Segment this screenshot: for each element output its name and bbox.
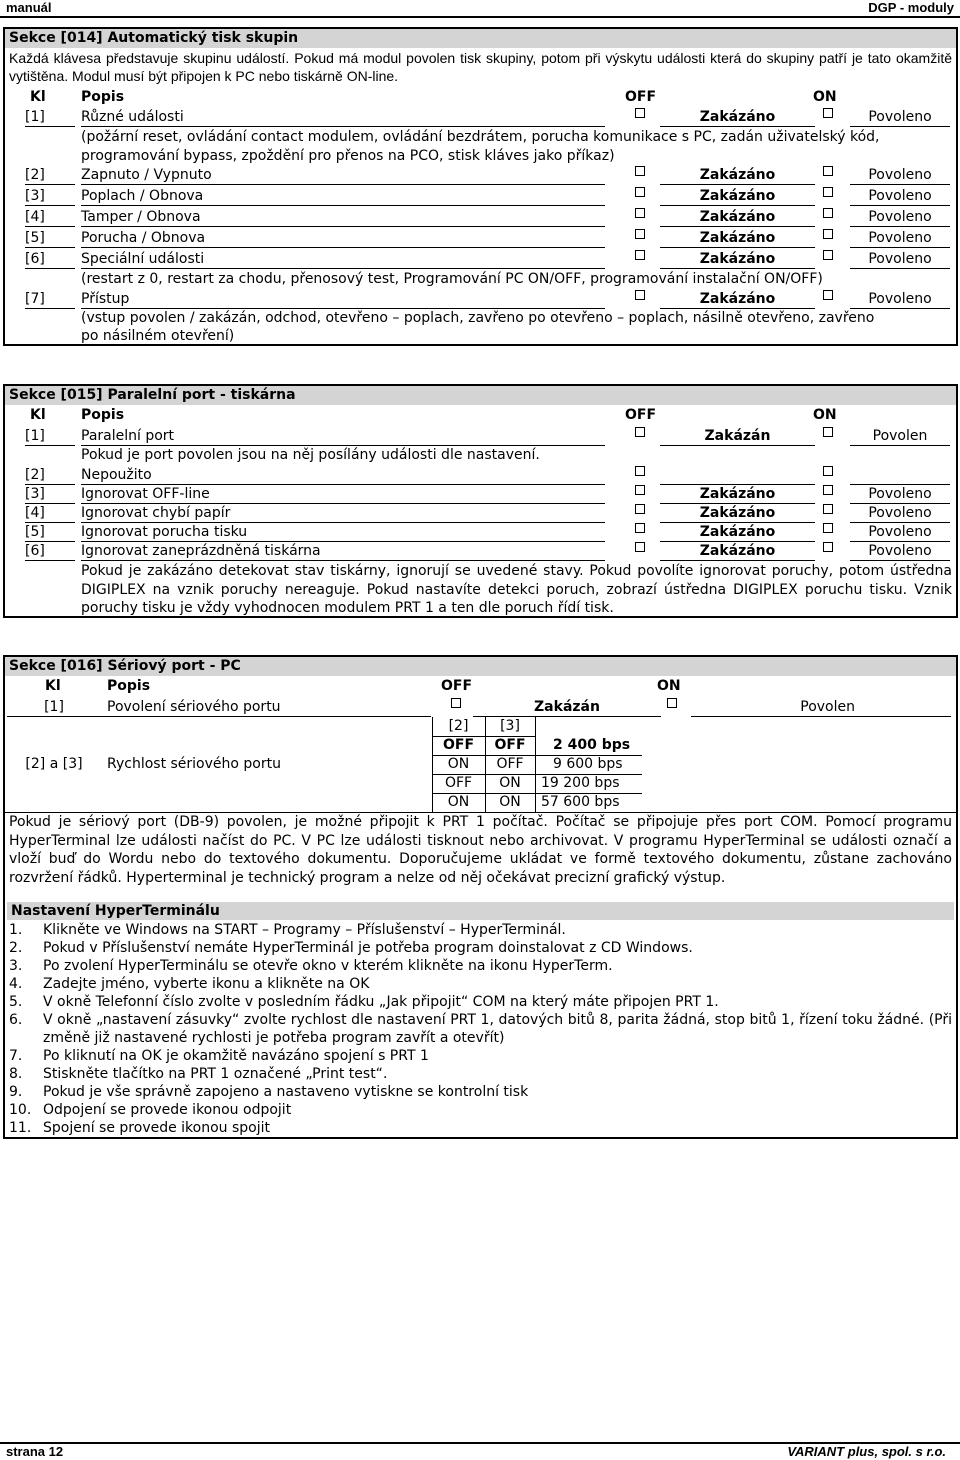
step-number: 2.	[9, 940, 23, 956]
speed-head	[5, 717, 956, 736]
off-checkbox[interactable]	[635, 290, 645, 300]
row-desc: Ignorovat chybí papír	[81, 504, 605, 523]
step-number: 5.	[9, 994, 23, 1010]
page-header-left: manuál	[6, 0, 52, 15]
row-note: (požární reset, ovládání contact modulem, ovládání bezdrátem, porucha komunikace s PC, zadán uživatelský kód,	[81, 129, 880, 145]
off-checkbox[interactable]	[635, 250, 645, 260]
bit2: ON	[447, 756, 470, 772]
off-label: Zakázáno	[660, 250, 815, 269]
off-checkbox[interactable]	[635, 466, 645, 476]
table-row	[5, 466, 956, 485]
step-text: Pokud je vše správně zapojeno a nastaveno vytiskne se kontrolní tisk	[43, 1084, 529, 1100]
off-checkbox[interactable]	[635, 523, 645, 533]
on-checkbox[interactable]	[823, 466, 833, 476]
row-desc: Poplach / Obnova	[81, 187, 605, 206]
on-checkbox[interactable]	[823, 208, 833, 218]
bit2: ON	[447, 794, 470, 810]
speed-desc: Rychlost sériového portu	[107, 756, 281, 772]
step-number: 4.	[9, 976, 23, 992]
table-header	[5, 406, 956, 425]
table-row	[5, 290, 956, 309]
step-number: 3.	[9, 958, 23, 974]
on-checkbox[interactable]	[823, 523, 833, 533]
row-key: [7]	[25, 290, 75, 309]
bit3: ON	[499, 775, 521, 791]
row-key: [1]	[7, 698, 101, 717]
on-label-empty	[850, 466, 950, 485]
section-016	[3, 655, 958, 1139]
row-key: [2]	[25, 466, 75, 485]
step-text: Stiskněte tlačítko na PRT 1 označené „Print test“.	[43, 1066, 388, 1082]
step-number: 6.	[9, 1012, 23, 1028]
row-desc: Různé události	[81, 108, 605, 127]
off-label: Zakázáno	[660, 208, 815, 227]
off-checkbox[interactable]	[635, 504, 645, 514]
section-title: Sekce [016] Sériový port - PC	[5, 657, 956, 676]
baud-rate: 19 200 bps	[541, 775, 620, 791]
table-row	[5, 698, 956, 717]
off-label: Zakázán	[473, 698, 661, 717]
row-desc: Ignorovat zaneprázdněná tiskárna	[81, 542, 605, 561]
table-row	[5, 229, 956, 248]
col-off: OFF	[441, 678, 473, 694]
on-label: Povoleno	[850, 523, 950, 542]
on-checkbox[interactable]	[823, 250, 833, 260]
col-off: OFF	[625, 407, 657, 423]
row-desc: Povolení sériového portu	[101, 698, 431, 717]
off-checkbox[interactable]	[635, 229, 645, 239]
col-on: ON	[813, 407, 837, 423]
col-on: ON	[657, 678, 681, 694]
step-text: Zadejte jméno, vyberte ikonu a klikněte na OK	[43, 976, 370, 992]
on-checkbox[interactable]	[667, 698, 677, 708]
on-label: Povoleno	[850, 485, 950, 504]
section-015	[3, 384, 958, 618]
table-header	[5, 677, 956, 696]
page-header-right: DGP - moduly	[868, 0, 954, 15]
row-key: [1]	[25, 427, 75, 446]
off-label: Zakázáno	[660, 187, 815, 206]
step-number: 11.	[9, 1120, 32, 1136]
section-title: Sekce [014] Automatický tisk skupin	[5, 29, 956, 48]
col-popis: Popis	[81, 89, 125, 105]
on-label: Povoleno	[850, 187, 950, 206]
table-row	[5, 208, 956, 227]
on-label: Povolen	[691, 698, 951, 717]
baud-rate: 2 400 bps	[553, 737, 631, 753]
col-kl: Kl	[30, 89, 46, 105]
row-desc: Ignorovat OFF-line	[81, 485, 605, 504]
col-kl: Kl	[30, 407, 46, 423]
row-key: [5]	[25, 523, 75, 542]
on-label: Povoleno	[850, 290, 950, 309]
on-label: Povoleno	[850, 108, 950, 127]
step-text: Odpojení se provede ikonou odpojit	[43, 1102, 292, 1118]
col-kl: Kl	[45, 678, 61, 694]
section-intro: Každá klávesa představuje skupinu událostí. Pokud má modul povolen tisk skupiny, potom při výskytu události která do skupiny patří je tato okamžitě vytištěna. Modul musí být připojen k PC nebo tiskárně ON-line.	[9, 50, 952, 84]
on-checkbox[interactable]	[823, 504, 833, 514]
on-checkbox[interactable]	[823, 485, 833, 495]
step-text: Klikněte ve Windows na START – Programy – Příslušenství – HyperTerminál.	[43, 922, 566, 938]
table-row	[5, 504, 956, 523]
row-desc: Přístup	[81, 290, 605, 309]
section-title: Sekce [015] Paralelní port - tiskárna	[5, 386, 956, 405]
off-checkbox[interactable]	[635, 542, 645, 552]
row-key: [5]	[25, 229, 75, 248]
on-checkbox[interactable]	[823, 229, 833, 239]
on-label: Povoleno	[850, 542, 950, 561]
row-key: [6]	[25, 250, 75, 269]
step-text: V okně Telefonní číslo zvolte v posledním řádku „Jak připojit“ COM na který máte připojen PRT 1.	[43, 994, 719, 1010]
off-label: Zakázáno	[660, 504, 815, 523]
row-key: [1]	[25, 108, 75, 127]
step-text: Spojení se provede ikonou spojit	[43, 1120, 271, 1136]
row-key: [3]	[25, 485, 75, 504]
step-number: 7.	[9, 1048, 23, 1064]
on-checkbox[interactable]	[823, 108, 833, 118]
table-row	[5, 523, 956, 542]
bit3: OFF	[494, 737, 526, 753]
step-number: 1.	[9, 922, 23, 938]
subsection-title: Nastavení HyperTerminálu	[7, 902, 954, 920]
speed-row	[5, 774, 956, 793]
step-number: 10.	[9, 1102, 32, 1118]
row-desc: Ignorovat porucha tisku	[81, 523, 605, 542]
off-checkbox[interactable]	[635, 427, 645, 437]
off-label: Zakázáno	[660, 166, 815, 185]
off-label: Zakázáno	[660, 523, 815, 542]
on-checkbox[interactable]	[823, 290, 833, 300]
bit2: OFF	[444, 775, 473, 791]
col-popis: Popis	[107, 678, 151, 694]
company-name: VARIANT plus, spol. s r.o.	[787, 1444, 946, 1459]
row-key: [3]	[25, 187, 75, 206]
step-text: Pokud v Příslušenství nemáte HyperTerminál je potřeba program doinstalovat z CD Windows.	[43, 940, 693, 956]
row-desc: Speciální události	[81, 250, 605, 269]
table-row	[5, 250, 956, 269]
off-label: Zakázán	[660, 427, 815, 446]
speed-head-b: [3]	[500, 718, 520, 734]
page-number: strana 12	[6, 1444, 64, 1459]
table-row	[5, 485, 956, 504]
off-checkbox[interactable]	[635, 187, 645, 197]
col-on: ON	[813, 89, 837, 105]
off-label: Zakázáno	[660, 542, 815, 561]
on-checkbox[interactable]	[823, 427, 833, 437]
speed-row	[5, 793, 956, 812]
off-label-empty	[660, 466, 815, 485]
col-popis: Popis	[81, 407, 125, 423]
step-text: Po zvolení HyperTerminálu se otevře okno v kterém klikněte na ikonu HyperTerm.	[43, 958, 613, 974]
row-desc: Porucha / Obnova	[81, 229, 605, 248]
bit3: OFF	[496, 756, 524, 772]
row-key: [2]	[25, 166, 75, 185]
step-text: V okně „nastavení zásuvky“ zvolte rychlost dle nastavení PRT 1, datových bitů 8, parita žádná, stop bitů 1, řízení toku žádné. (Při změně již nastavené rychlosti je potřeba program zavřít a otevřít)	[43, 1012, 952, 1047]
speed-row	[5, 755, 956, 774]
off-checkbox[interactable]	[635, 166, 645, 176]
row-desc: Zapnuto / Vypnuto	[81, 166, 605, 185]
on-checkbox[interactable]	[823, 542, 833, 552]
on-checkbox[interactable]	[823, 187, 833, 197]
table-header	[5, 88, 956, 107]
off-checkbox[interactable]	[635, 485, 645, 495]
table-row	[5, 427, 956, 446]
on-label: Povoleno	[850, 504, 950, 523]
on-label: Povolen	[850, 427, 950, 446]
speed-key: [2] a [3]	[25, 756, 83, 772]
off-checkbox[interactable]	[635, 108, 645, 118]
row-key: [6]	[25, 542, 75, 561]
off-checkbox[interactable]	[451, 698, 461, 708]
section-paragraph: Pokud je sériový port (DB-9) povolen, je možné připojit k PRT 1 počítač. Počítač se připojuje přes port COM. Pomocí programu HyperTerminal lze události načíst do PC. V PC lze události tisknout nebo archivovat. V programu HyperTerminal se události označí a vloží buď do Wordu nebo do textového dokumentu. Doporučujeme ukládat ve formě textového dokumentu, zůstane zachováno rozvržení řádků. Hyperterminal je technický program a nelze od něj očekávat precizní grafický výstup.	[9, 814, 952, 886]
table-row	[5, 187, 956, 206]
off-label: Zakázáno	[660, 108, 815, 127]
row-key: [4]	[25, 504, 75, 523]
off-checkbox[interactable]	[635, 208, 645, 218]
row-desc: Nepoužito	[81, 466, 605, 485]
table-row	[5, 542, 956, 561]
header-rule	[0, 16, 960, 18]
row-note: po násilném otevření)	[81, 328, 235, 344]
row-note: programování bypass, zpoždění pro přenos na PCO, stisk kláves jako příkaz)	[81, 148, 615, 164]
row-note: (restart z 0, restart za chodu, přenosový test, Programování PC ON/OFF, programování instalační ON/OFF)	[81, 271, 823, 287]
off-label: Zakázáno	[660, 229, 815, 248]
row-key: [4]	[25, 208, 75, 227]
step-number: 9.	[9, 1084, 23, 1100]
row-note: (vstup povolen / zakázán, odchod, otevřeno – poplach, zavřeno po otevřeno – poplach, násilně otevřeno, zavřeno	[81, 310, 875, 326]
step-number: 8.	[9, 1066, 23, 1082]
table-row	[5, 108, 956, 127]
row-note: Pokud je port povolen jsou na něj posílány události dle nastavení.	[81, 447, 540, 463]
row-desc: Paralelní port	[81, 427, 605, 446]
table-row	[5, 166, 956, 185]
section-footnote: Pokud je zakázáno detekovat stav tiskárny, ignorují se uvedené stavy. Pokud povolíte ignorovat poruchy, potom ústředna DIGIPLEX na vznik poruchy nereaguje. Pokud nastavíte detekci poruch, zobrazí ústředna DIGIPLEX poruchu tisku. Vznik poruchy tisku je vždy vyhodnocen modulem PRT 1 a ten dle poruch řídí tisk.	[81, 563, 952, 616]
on-label: Povoleno	[850, 229, 950, 248]
baud-rate: 57 600 bps	[541, 794, 620, 810]
speed-row	[5, 736, 956, 755]
bit2: OFF	[442, 737, 475, 753]
col-off: OFF	[625, 89, 657, 105]
off-label: Zakázáno	[660, 485, 815, 504]
on-checkbox[interactable]	[823, 166, 833, 176]
section-014	[3, 27, 958, 346]
row-desc: Tamper / Obnova	[81, 208, 605, 227]
step-text: Po kliknutí na OK je okamžitě navázáno spojení s PRT 1	[43, 1048, 429, 1064]
speed-head-a: [2]	[448, 718, 469, 734]
on-label: Povoleno	[850, 208, 950, 227]
on-label: Povoleno	[850, 166, 950, 185]
baud-rate: 9 600 bps	[553, 756, 623, 772]
bit3: ON	[499, 794, 521, 810]
off-label: Zakázáno	[660, 290, 815, 309]
on-label: Povoleno	[850, 250, 950, 269]
